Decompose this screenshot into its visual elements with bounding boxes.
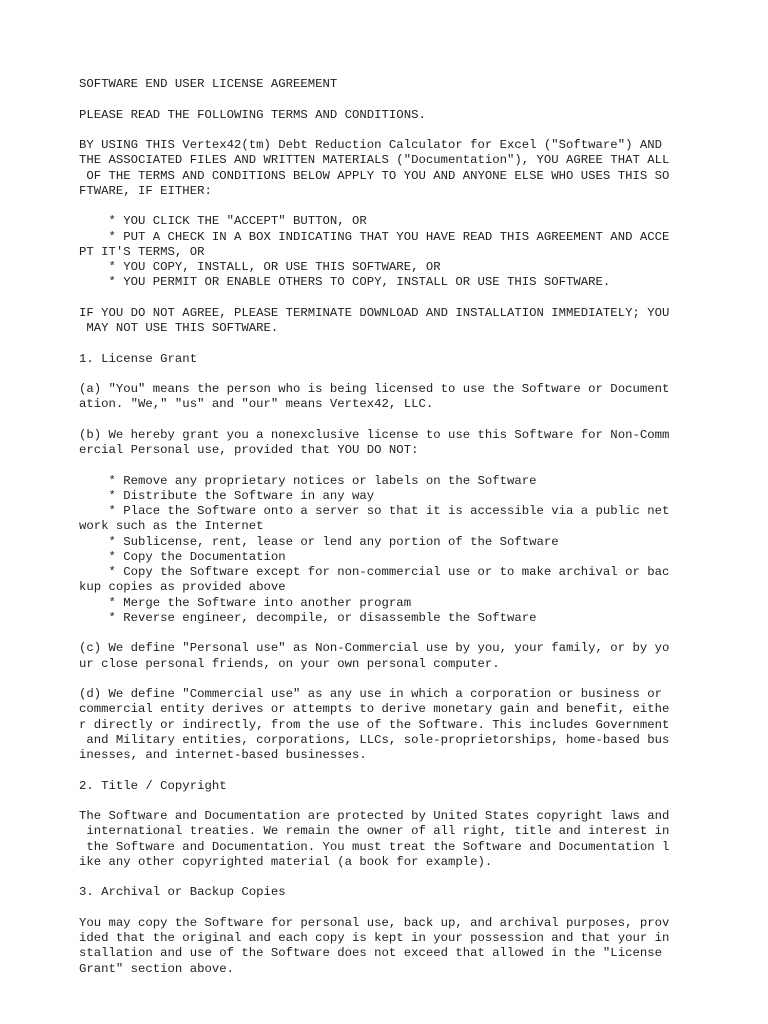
list-item: * Place the Software onto a server so that it is accessible via a public net [79, 504, 670, 518]
list-item: * Merge the Software into another program [79, 595, 412, 610]
section-heading-title-copyright: 2. Title / Copyright [79, 778, 227, 793]
list-item: * PUT A CHECK IN A BOX INDICATING THAT YOU HAVE READ THIS AGREEMENT AND ACCE [79, 229, 670, 244]
archival-paragraph [79, 916, 699, 977]
list-item: * YOU CLICK THE "ACCEPT" BUTTON, OR [79, 214, 367, 229]
clause-d [79, 687, 699, 763]
paragraph-line: IF YOU DO NOT AGREE, PLEASE TERMINATE DOWNLOAD AND INSTALLATION IMMEDIATELY; YOU [79, 305, 670, 320]
spacer [79, 763, 699, 778]
copyright-paragraph [79, 809, 699, 870]
paragraph-line: stallation and use of the Software does not exceed that allowed in the "License [79, 946, 662, 961]
paragraph-line: You may copy the Software for personal use, back up, and archival purposes, prov [79, 915, 670, 930]
paragraph-line: FTWARE, IF EITHER: [79, 183, 212, 198]
section-heading-archival-backup: 3. Archival or Backup Copies [79, 885, 286, 900]
section-heading-license-grant: 1. License Grant [79, 351, 198, 366]
paragraph-line: and Military entities, corporations, LLCs, sole-proprietorships, home-based bus [79, 732, 670, 747]
spacer [79, 367, 699, 382]
spacer [79, 123, 699, 138]
spacer [79, 672, 699, 687]
paragraph-line: ur close personal friends, on your own personal computer. [79, 656, 500, 671]
paragraph-line: MAY NOT USE THIS SOFTWARE. [79, 321, 279, 335]
spacer [79, 458, 699, 473]
disagree-paragraph [79, 306, 699, 337]
spacer [79, 336, 699, 351]
list-item: * YOU PERMIT OR ENABLE OTHERS TO COPY, INSTALL OR USE THIS SOFTWARE. [79, 275, 611, 290]
paragraph-line: (c) We define "Personal use" as Non-Commercial use by you, your family, or by yo [79, 641, 670, 656]
paragraph-line: (d) We define "Commercial use" as any use in which a corporation or business or [79, 687, 662, 701]
paragraph-line: ided that the original and each copy is kept in your possession and that your in [79, 931, 670, 945]
document-title: SOFTWARE END USER LICENSE AGREEMENT [79, 77, 338, 91]
paragraph-line: inesses, and internet-based businesses. [79, 748, 367, 762]
list-item: * Copy the Software except for non-commercial use or to make archival or bac [79, 565, 670, 579]
read-notice: PLEASE READ THE FOLLOWING TERMS AND CONDITIONS. [79, 107, 426, 122]
list-item: kup copies as provided above [79, 580, 286, 595]
paragraph-line: (b) We hereby grant you a nonexclusive license to use this Software for Non-Comm [79, 427, 670, 442]
restrictions-list [79, 474, 699, 627]
spacer [79, 291, 699, 306]
spacer [79, 199, 699, 214]
paragraph-line: commercial entity derives or attempts to derive monetary gain and benefit, eithe [79, 702, 670, 717]
paragraph-line: international treaties. We remain the owner of all right, title and interest in [79, 824, 670, 839]
paragraph-line: OF THE TERMS AND CONDITIONS BELOW APPLY TO YOU AND ANYONE ELSE WHO USES THIS SO [79, 168, 670, 183]
paragraph-line: (a) "You" means the person who is being licensed to use the Software or Document [79, 382, 670, 396]
paragraph-line: BY USING THIS Vertex42(tm) Debt Reduction Calculator for Excel ("Software") AND [79, 138, 662, 152]
spacer [79, 870, 699, 885]
list-item: * Reverse engineer, decompile, or disassemble the Software [79, 610, 537, 625]
list-item: work such as the Internet [79, 519, 264, 534]
list-item: PT IT'S TERMS, OR [79, 244, 205, 259]
paragraph-line: ation. "We," "us" and "our" means Vertex42, LLC. [79, 397, 434, 412]
paragraph-line: the Software and Documentation. You must treat the Software and Documentation l [79, 839, 670, 854]
list-item: * YOU COPY, INSTALL, OR USE THIS SOFTWARE, OR [79, 260, 441, 274]
paragraph-line: r directly or indirectly, from the use of the Software. This includes Government [79, 717, 670, 732]
paragraph-line: ike any other copyrighted material (a book for example). [79, 854, 493, 869]
clause-a [79, 382, 699, 413]
list-item: * Distribute the Software in any way [79, 488, 375, 503]
list-item: * Sublicense, rent, lease or lend any portion of the Software [79, 534, 559, 549]
spacer [79, 92, 699, 107]
list-item: * Remove any proprietary notices or labels on the Software [79, 473, 537, 488]
spacer [79, 413, 699, 428]
list-item: * Copy the Documentation [79, 549, 286, 564]
spacer [79, 794, 699, 809]
intro-paragraph [79, 138, 699, 199]
spacer [79, 626, 699, 641]
spacer [79, 901, 699, 916]
paragraph-line: Grant" section above. [79, 961, 234, 976]
conditions-list [79, 214, 699, 290]
clause-b [79, 428, 699, 459]
license-document [79, 77, 699, 977]
paragraph-line: ercial Personal use, provided that YOU DO NOT: [79, 443, 419, 457]
paragraph-line: THE ASSOCIATED FILES AND WRITTEN MATERIALS ("Documentation"), YOU AGREE THAT ALL [79, 153, 670, 168]
clause-c [79, 641, 699, 672]
paragraph-line: The Software and Documentation are protected by United States copyright laws and [79, 809, 670, 823]
